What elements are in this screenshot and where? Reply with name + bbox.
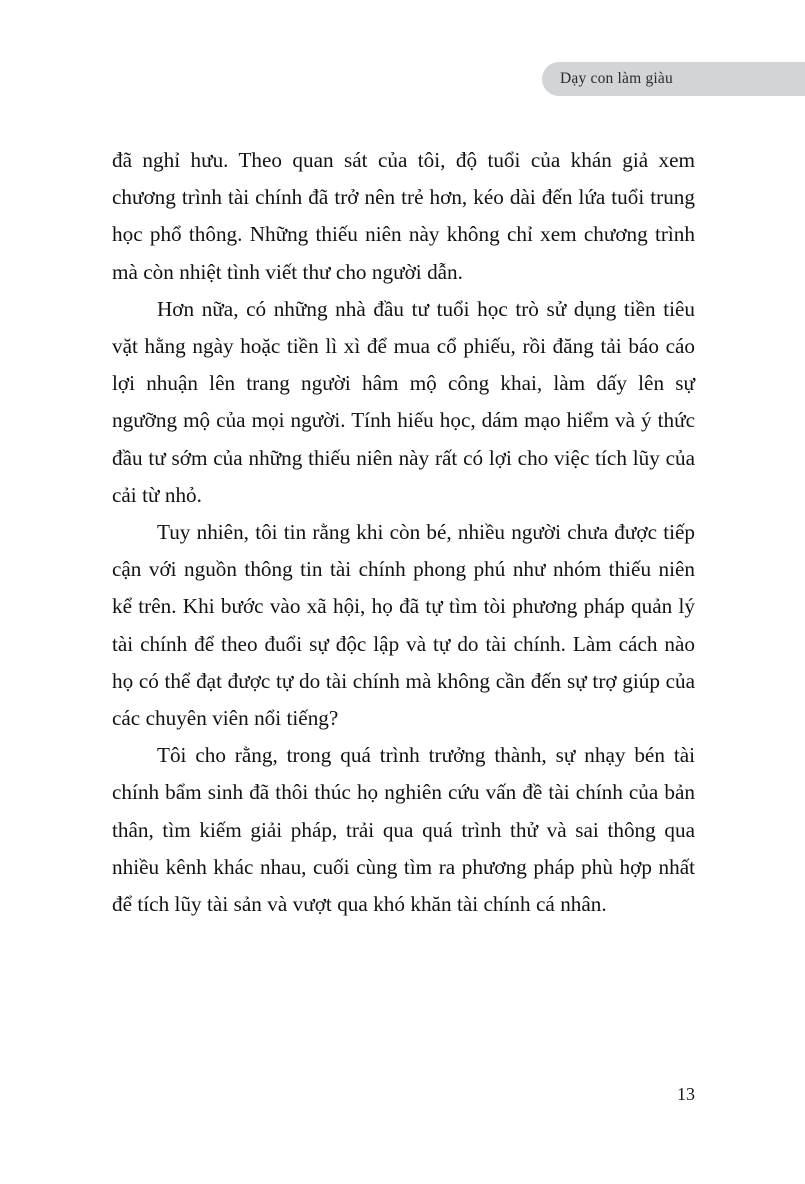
running-header-title: Dạy con làm giàu <box>560 70 673 87</box>
body-paragraph: đã nghỉ hưu. Theo quan sát của tôi, độ tuổi của khán giả xem chương trình tài chính đã trở nên trẻ hơn, kéo dài đến lứa tuổi trung học phổ thông. Những thiếu niên này không chỉ xem chương trình mà còn nhiệt tình viết thư cho người dẫn. <box>112 148 695 284</box>
body-paragraph: Tuy nhiên, tôi tin rằng khi còn bé, nhiều người chưa được tiếp cận với nguồn thông tin tài chính phong phú như nhóm thiếu niên kể trên. Khi bước vào xã hội, họ đã tự tìm tòi phương pháp quản lý tài chính để theo đuổi sự độc lập và tự do tài chính. Làm cách nào họ có thể đạt được tự do tài chính mà không cần đến sự trợ giúp của các chuyên viên nổi tiếng? <box>112 520 695 731</box>
page-number: 13 <box>677 1084 695 1104</box>
body-paragraph: Tôi cho rằng, trong quá trình trưởng thành, sự nhạy bén tài chính bẩm sinh đã thôi thúc họ nghiên cứu vấn đề tài chính của bản thân, tìm kiếm giải pháp, trải qua quá trình thử và sai thông qua nhiều kênh khác nhau, cuối cùng tìm ra phương pháp phù hợp nhất để tích lũy tài sản và vượt qua khó khăn tài chính cá nhân. <box>112 743 695 917</box>
body-text-block <box>112 142 695 923</box>
body-paragraph: Hơn nữa, có những nhà đầu tư tuổi học trò sử dụng tiền tiêu vặt hằng ngày hoặc tiền lì xì để mua cổ phiếu, rồi đăng tải báo cáo lợi nhuận lên trang người hâm mộ công khai, làm dấy lên sự ngưỡng mộ của mọi người. Tính hiếu học, dám mạo hiểm và ý thức đầu tư sớm của những thiếu niên này rất có lợi cho việc tích lũy của cải từ nhỏ. <box>112 296 695 507</box>
